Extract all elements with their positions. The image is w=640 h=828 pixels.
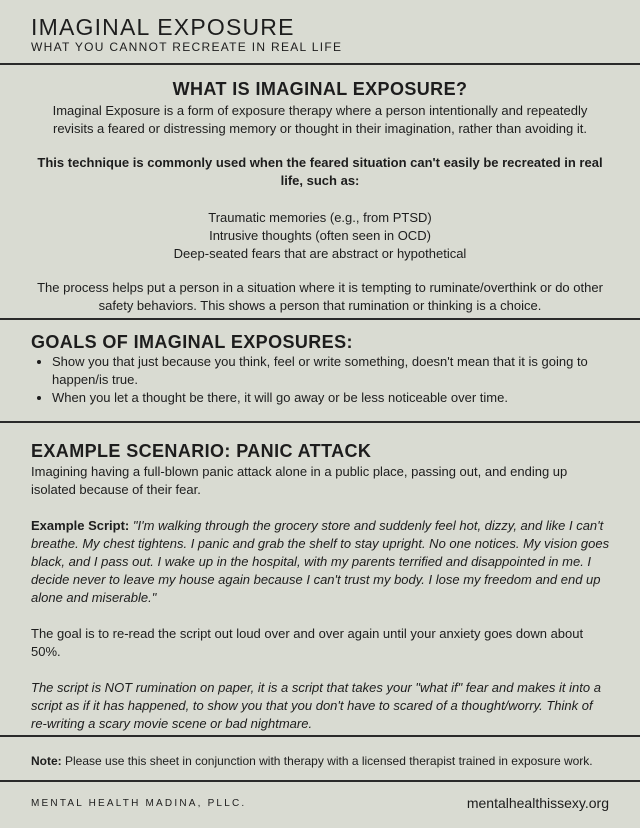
process-paragraph: The process helps put a person in a situation where it is tempting to ruminate/overthink or do other safety behaviors. This shows a person that rumination or thinking is a choice. [37, 280, 603, 313]
example-item: Deep-seated fears that are abstract or hypothetical [173, 246, 467, 261]
example-heading: EXAMPLE SCENARIO: PANIC ATTACK [31, 441, 372, 461]
what-is-bold-line: This technique is commonly used when the feared situation can't easily be recreated in real life, such as: [37, 155, 603, 188]
example-intro: Imagining having a full-blown panic attack alone in a public place, passing out, and ending up isolated because of their fear. [31, 464, 568, 497]
document-title: IMAGINAL EXPOSURE [31, 14, 295, 40]
note-label: Note: [31, 754, 62, 768]
section-divider [0, 421, 640, 423]
header-divider [0, 63, 640, 65]
goals-list [31, 353, 609, 407]
example-item: Traumatic memories (e.g., from PTSD) [208, 210, 432, 225]
example-section [0, 440, 640, 733]
document-header [31, 14, 342, 54]
footer-divider [0, 780, 640, 782]
goal-item: • Show you that just because you think, feel or write something, doesn't mean that it is going to happen/is true. [52, 353, 609, 389]
goals-heading: GOALS OF IMAGINAL EXPOSURES: [31, 332, 353, 352]
example-list [0, 209, 640, 263]
document-subtitle: WHAT YOU CANNOT RECREATE IN REAL LIFE [31, 40, 343, 54]
section-divider [0, 735, 640, 737]
goal-item: • When you let a thought be there, it will go away or be less noticeable over time. [52, 389, 609, 407]
script-label: Example Script: [31, 518, 130, 533]
section-divider [0, 318, 640, 320]
goals-section [0, 331, 640, 407]
note-section [0, 752, 640, 770]
note-body: Please use this sheet in conjunction with therapy with a licensed therapist trained in exposure work. [65, 754, 593, 768]
example-item: Intrusive thoughts (often seen in OCD) [209, 228, 431, 243]
script-text: "I'm walking through the grocery store and suddenly feel hot, dizzy, and like I can't breathe. My chest tightens. I panic and grab the shelf to stay upright. No one notices. My vision goes black, and I pass out. I wake up in the hospital, with my parents terrified and disappointed in me. I decide never to leave my house again because I can't trust my body. I lose my freedom and end up alone and miserable." [31, 518, 610, 605]
footer-org: MENTAL HEALTH MADINA, PLLC. [31, 798, 247, 809]
goal-paragraph: The goal is to re-read the script out loud over and over again until your anxiety goes down about 50%. [31, 626, 584, 659]
what-is-heading: WHAT IS IMAGINAL EXPOSURE? [172, 79, 468, 99]
what-is-section [0, 78, 640, 315]
example-script [31, 517, 612, 607]
closing-paragraph: The script is NOT rumination on paper, it is a script that takes your "what if" fear and makes it into a script as if it has happened, to show you that you don't have to scared of a thought/worry. Think of re-writing a scary movie scene or bad nightmare. [31, 680, 601, 731]
what-is-intro: Imaginal Exposure is a form of exposure therapy where a person intentionally and repeatedly revisits a feared or distressing memory or thought in their imagination, rather than avoiding it. [52, 103, 588, 136]
note-text [31, 752, 640, 770]
footer-website: mentalhealthissexy.org [466, 795, 609, 811]
